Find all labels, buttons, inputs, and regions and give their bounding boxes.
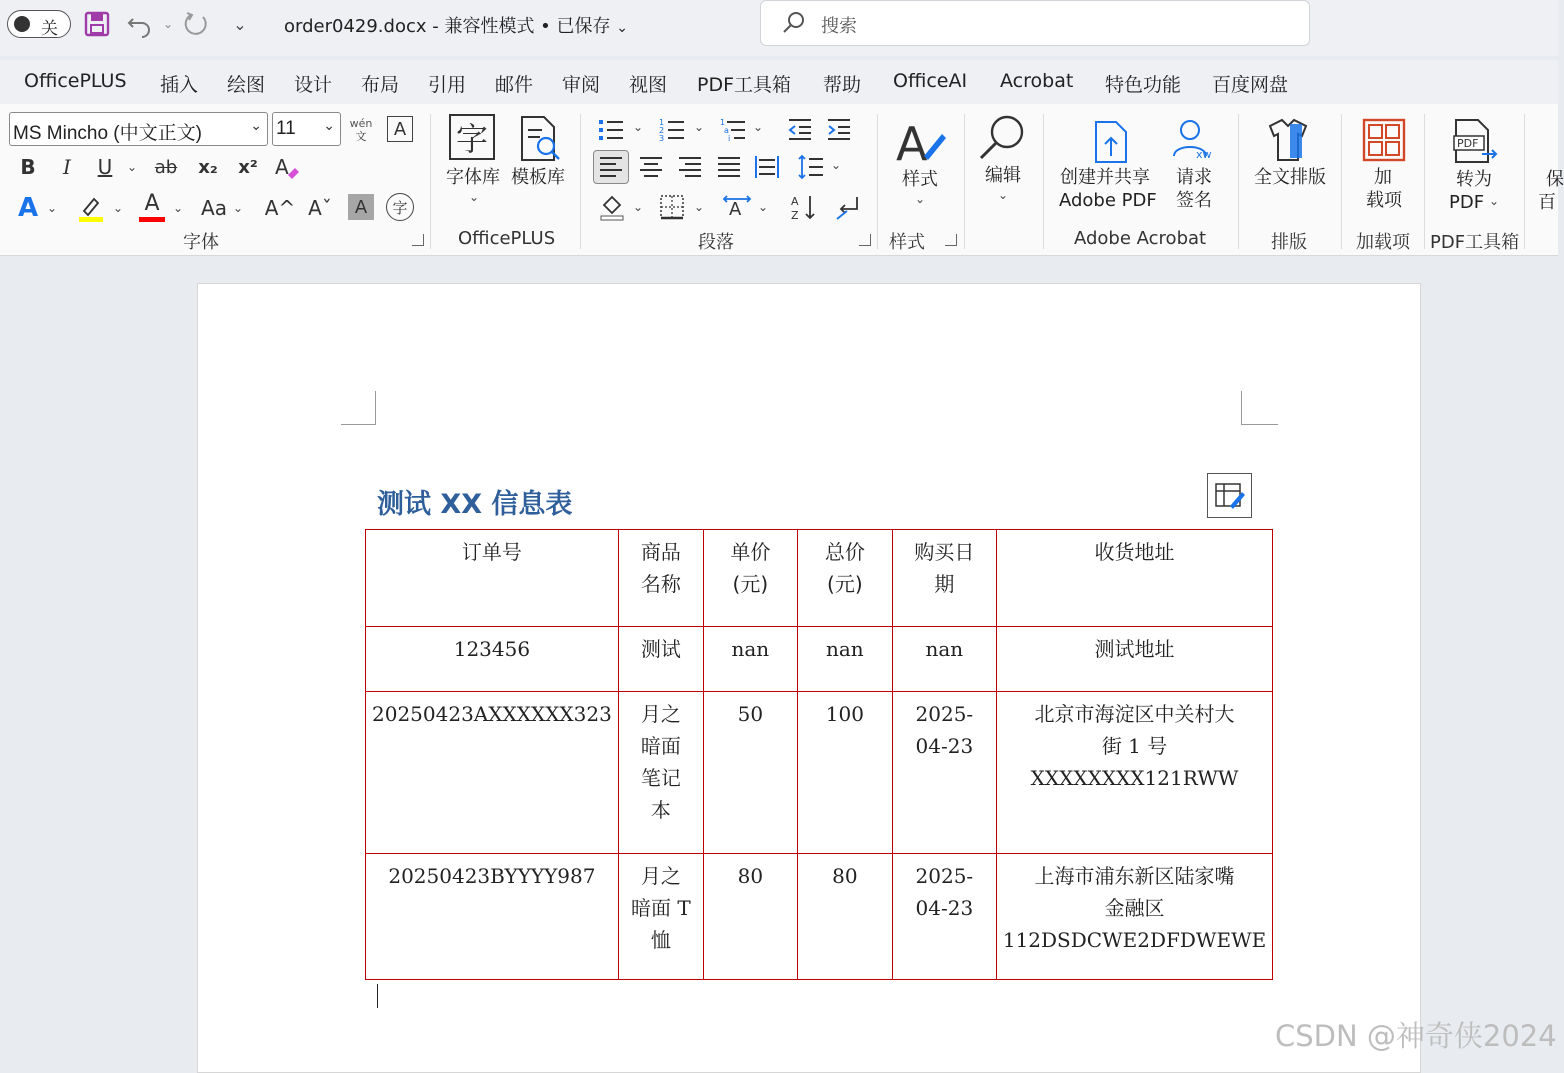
decrease-indent-icon[interactable] <box>786 116 814 142</box>
table-cell[interactable] <box>618 627 703 692</box>
create-pdf-icon[interactable] <box>1090 116 1134 166</box>
svg-text:i: i <box>728 134 731 143</box>
cell-text-line: 50 <box>737 702 764 726</box>
document-title <box>284 12 628 38</box>
font-size-value: 11 <box>276 118 296 139</box>
chevron-down-icon[interactable]: ⌄ <box>758 200 769 214</box>
phonetic-bottom: 文 <box>355 130 367 143</box>
order-table <box>365 529 1273 980</box>
tab-mailings[interactable]: 邮件 <box>495 74 534 96</box>
to-pdf-label-1[interactable]: 转为 <box>1456 169 1492 190</box>
font-dialog-launcher[interactable] <box>412 234 424 246</box>
addins-group-label: 加载项 <box>1356 232 1410 253</box>
bold-button[interactable]: B <box>20 155 36 179</box>
cell-text-line: 订单号 <box>461 540 522 564</box>
cell-text-line: 80 <box>737 864 764 888</box>
tab-references[interactable]: 引用 <box>428 74 467 96</box>
acrobat-group-label: Adobe Acrobat <box>1074 228 1207 249</box>
request-sign-label-1[interactable]: 请求 <box>1176 167 1212 188</box>
watermark: CSDN @神奇侠2024 <box>1275 1019 1557 1053</box>
table-cell[interactable] <box>703 854 797 980</box>
document-heading: 测试 XX 信息表 <box>377 489 573 520</box>
save-icon[interactable] <box>83 10 111 38</box>
tab-special-features[interactable]: 特色功能 <box>1105 74 1182 96</box>
table-cell[interactable] <box>996 627 1272 692</box>
tab-design[interactable]: 设计 <box>294 74 333 96</box>
text-effect-button[interactable]: A <box>17 193 39 223</box>
text-direction-icon[interactable] <box>721 192 753 222</box>
title-chevron-icon[interactable]: ⌄ <box>616 20 628 36</box>
cell-text-line: 金融区 <box>1104 896 1165 920</box>
enclose-char-button[interactable]: 字 <box>386 193 414 221</box>
italic-button[interactable]: I <box>63 155 71 179</box>
table-cell[interactable] <box>797 627 892 692</box>
cell-text-line: 测试 <box>640 637 681 661</box>
tab-review[interactable]: 审阅 <box>562 74 601 96</box>
group-separator <box>877 114 878 249</box>
cell-text-line: 商品 <box>640 540 681 564</box>
search-placeholder: 搜索 <box>821 16 857 37</box>
font-color-letter: A <box>144 190 160 216</box>
cell-text-line: 123456 <box>453 637 531 661</box>
svg-text:A: A <box>791 195 799 208</box>
header-cell-total-price[interactable] <box>797 530 892 627</box>
chevron-down-icon[interactable]: ⌄ <box>998 188 1009 202</box>
font-name-select[interactable] <box>9 112 268 146</box>
paragraph-group-label: 段落 <box>698 232 734 253</box>
table-cell[interactable] <box>703 692 797 854</box>
chevron-down-icon[interactable]: ⌄ <box>753 120 764 134</box>
svg-text:A: A <box>275 155 289 179</box>
cell-text-line: 上海市浦东新区陆家嘴 <box>1034 864 1235 888</box>
cell-text-line: 04-23 <box>915 734 974 758</box>
table-cell[interactable] <box>797 854 892 980</box>
header-cell-purchase-date[interactable] <box>892 530 996 627</box>
toggle-knob <box>14 16 30 32</box>
group-separator <box>1424 114 1425 249</box>
tab-officeplus[interactable]: OfficePLUS <box>24 70 127 92</box>
text-cursor <box>377 984 378 1008</box>
table-cell[interactable] <box>618 854 703 980</box>
styles-icon[interactable] <box>894 116 948 171</box>
chevron-down-icon[interactable]: ⌄ <box>633 120 644 134</box>
group-separator <box>1043 114 1044 249</box>
table-cell[interactable] <box>892 627 996 692</box>
cell-text-line: 购买日 <box>914 540 975 564</box>
cell-text-line: 总价 <box>824 540 865 564</box>
redo-icon[interactable] <box>182 10 210 38</box>
customize-toolbar-icon[interactable]: ⌄ <box>233 14 247 34</box>
chevron-down-icon[interactable]: ⌄ <box>113 201 124 215</box>
chevron-down-icon[interactable]: ⌄ <box>469 190 480 204</box>
addins-icon[interactable] <box>1362 118 1406 162</box>
styles-label[interactable]: 样式 <box>902 169 938 190</box>
cell-text-line: 街 1 号 <box>1101 734 1168 758</box>
svg-text:PDF: PDF <box>1457 137 1479 150</box>
addins-label-1[interactable]: 加 <box>1374 167 1392 188</box>
margin-corner-right <box>1241 391 1278 425</box>
distributed-icon[interactable] <box>753 152 781 182</box>
cell-text-line: nan <box>925 637 964 661</box>
font-library-icon[interactable]: 字 <box>449 114 495 160</box>
align-center-icon[interactable] <box>637 152 665 182</box>
addins-label-2[interactable]: 载项 <box>1366 190 1402 211</box>
chevron-down-icon[interactable]: ⌄ <box>127 160 138 174</box>
char-border-button[interactable]: A <box>387 116 413 142</box>
cell-text-line: 北京市海淀区中关村大 <box>1034 702 1235 726</box>
group-separator <box>580 114 581 249</box>
header-cell-shipping-address[interactable] <box>996 530 1272 627</box>
create-share-label-2[interactable]: Adobe PDF <box>1059 190 1157 211</box>
font-size-select[interactable] <box>272 112 341 146</box>
font-library-label[interactable]: 字体库 <box>446 167 500 188</box>
paragraph-dialog-launcher[interactable] <box>859 234 871 246</box>
borders-icon[interactable] <box>657 192 687 222</box>
increase-indent-icon[interactable] <box>825 116 853 142</box>
cell-text-line: 月之 <box>640 702 681 726</box>
autosave-label: 关 <box>41 19 58 39</box>
cell-text-line: 单价 <box>730 540 771 564</box>
font-color-bar <box>139 217 165 222</box>
change-case-button[interactable]: Aa <box>201 196 227 220</box>
full-layout-label[interactable]: 全文排版 <box>1254 167 1326 188</box>
undo-icon[interactable] <box>126 10 154 38</box>
convert-pdf-icon[interactable] <box>1452 116 1500 166</box>
table-move-handle-icon[interactable] <box>1207 473 1252 518</box>
group-separator <box>1238 114 1239 249</box>
tab-baidu-netdisk[interactable]: 百度网盘 <box>1212 74 1289 96</box>
highlight-icon[interactable] <box>74 192 108 224</box>
shrink-font-button[interactable]: Aˇ <box>308 196 332 220</box>
table-header-row <box>366 530 1273 627</box>
svg-text:1: 1 <box>659 118 665 127</box>
cell-text-line: 月之 <box>640 864 681 888</box>
tab-insert[interactable]: 插入 <box>160 74 199 96</box>
svg-text:a: a <box>724 126 729 135</box>
cell-text-line: nan <box>826 637 864 661</box>
bullets-icon[interactable] <box>596 116 626 142</box>
cell-text-line: XXXXXXXX121RWW <box>1030 766 1239 790</box>
table-cell[interactable] <box>618 692 703 854</box>
show-marks-icon[interactable] <box>832 192 862 222</box>
font-group-label: 字体 <box>183 232 219 253</box>
superscript-button[interactable]: x² <box>238 156 258 178</box>
autosave-toggle[interactable] <box>7 10 71 38</box>
cell-text-line: 测试地址 <box>1094 637 1175 661</box>
strikethrough-button[interactable]: ab <box>154 156 178 178</box>
chevron-down-icon[interactable]: ⌄ <box>633 200 644 214</box>
header-cell-product-name[interactable] <box>618 530 703 627</box>
table-cell[interactable] <box>996 854 1272 980</box>
table-cell[interactable] <box>703 627 797 692</box>
chevron-down-icon[interactable]: ⌄ <box>694 120 705 134</box>
group-separator <box>430 114 431 249</box>
request-signature-icon[interactable] <box>1170 116 1220 166</box>
create-share-label-1[interactable]: 创建并共享 <box>1060 167 1150 188</box>
tab-layout[interactable]: 布局 <box>361 74 400 96</box>
clear-format-icon[interactable] <box>272 152 302 182</box>
cell-text-line: 名称 <box>640 572 681 596</box>
justify-icon[interactable] <box>715 152 743 182</box>
document-title-text: order0429.docx - 兼容性模式 • 已保存 <box>284 16 611 37</box>
menu-bar <box>0 60 1558 104</box>
pdf-toolbox-group-label: PDF工具箱 <box>1430 232 1520 253</box>
chevron-down-icon: ⌄ <box>250 117 262 133</box>
font-color-button[interactable] <box>137 190 167 224</box>
subscript-button[interactable]: x₂ <box>198 156 218 178</box>
ribbon <box>0 104 1564 256</box>
template-library-label[interactable]: 模板库 <box>511 167 565 188</box>
tab-draw[interactable]: 绘图 <box>227 74 266 96</box>
grow-font-button[interactable]: A^ <box>264 196 296 220</box>
cell-text-line: 笔记 <box>640 766 681 790</box>
cell-text-line: 暗面 T <box>630 896 691 920</box>
svg-text:2: 2 <box>659 126 665 135</box>
full-layout-icon[interactable] <box>1264 116 1314 164</box>
cell-text-line: 2025- <box>915 702 974 726</box>
cell-text-line: 20250423AXXXXXX323 <box>372 702 612 726</box>
request-sign-label-2[interactable]: 签名 <box>1176 190 1212 211</box>
numbering-icon[interactable] <box>657 116 687 142</box>
chevron-down-icon[interactable]: ⌄ <box>173 201 184 215</box>
cutoff-label-1[interactable]: 保 <box>1546 169 1564 190</box>
phonetic-top: wén <box>349 117 373 130</box>
search-box[interactable] <box>760 0 1310 46</box>
table-row <box>366 692 1273 854</box>
underline-button[interactable]: U <box>97 155 113 179</box>
tab-pdf-toolbox[interactable]: PDF工具箱 <box>697 74 792 96</box>
header-cell-unit-price[interactable] <box>703 530 797 627</box>
svg-text:A: A <box>729 199 742 220</box>
cell-text-line: 收货地址 <box>1094 540 1175 564</box>
table-cell[interactable] <box>996 692 1272 854</box>
chevron-down-icon: ⌄ <box>323 117 335 133</box>
table-cell[interactable] <box>797 692 892 854</box>
table-row <box>366 854 1273 980</box>
phonetic-guide-button[interactable] <box>346 114 376 146</box>
officeplus-group-label: OfficePLUS <box>458 228 556 249</box>
svg-text:1: 1 <box>720 118 726 127</box>
align-right-icon[interactable] <box>676 152 704 182</box>
template-library-icon[interactable] <box>516 114 562 164</box>
margin-corner-left <box>341 391 376 425</box>
svg-text:Z: Z <box>791 209 799 222</box>
chevron-down-icon[interactable]: ⌄ <box>694 200 705 214</box>
chevron-down-icon[interactable]: ⌄ <box>831 158 842 172</box>
cell-text-line: 本 <box>650 798 671 822</box>
search-icon <box>781 10 807 40</box>
cell-text-line: 暗面 <box>640 734 681 758</box>
table-row <box>366 627 1273 692</box>
undo-dropdown-icon[interactable]: ⌄ <box>162 17 174 31</box>
svg-text:A: A <box>896 117 928 171</box>
tab-help[interactable]: 帮助 <box>823 74 862 96</box>
table-cell[interactable] <box>892 854 996 980</box>
tab-view[interactable]: 视图 <box>629 74 668 96</box>
chevron-down-icon[interactable]: ⌄ <box>1489 194 1500 208</box>
table-cell[interactable] <box>366 627 619 692</box>
tab-officeai[interactable]: OfficeAI <box>893 70 968 92</box>
cell-text-line: 期 <box>934 572 955 596</box>
tab-acrobat[interactable]: Acrobat <box>1000 70 1074 92</box>
cell-text-line: 80 <box>832 864 858 888</box>
font-name-value: MS Mincho (中文正文) <box>13 123 202 144</box>
layout-group-label: 排版 <box>1271 232 1307 253</box>
cell-text-line: 恤 <box>650 928 671 952</box>
svg-text:xw: xw <box>1196 148 1212 161</box>
find-icon[interactable] <box>977 112 1027 162</box>
table-cell[interactable] <box>366 854 619 980</box>
line-spacing-icon[interactable] <box>796 152 826 182</box>
styles-dialog-launcher[interactable] <box>945 234 957 246</box>
sort-icon[interactable] <box>789 192 819 222</box>
align-left-icon[interactable] <box>593 150 629 184</box>
group-separator <box>1341 114 1342 249</box>
char-shading-button[interactable]: A <box>348 194 374 220</box>
svg-text:3: 3 <box>659 134 665 143</box>
cell-text-line: (元) <box>827 572 863 596</box>
cell-text-line: (元) <box>732 572 769 596</box>
cell-text-line: 04-23 <box>915 896 974 920</box>
chevron-down-icon[interactable]: ⌄ <box>915 192 926 206</box>
table-cell[interactable] <box>366 692 619 854</box>
cell-text-line: 100 <box>825 702 864 726</box>
multilevel-list-icon[interactable] <box>718 116 748 142</box>
styles-group-label: 样式 <box>889 232 925 253</box>
header-cell-order-id[interactable] <box>366 530 619 627</box>
group-separator <box>964 114 965 249</box>
chevron-down-icon[interactable]: ⌄ <box>47 201 58 215</box>
chevron-down-icon[interactable]: ⌄ <box>233 201 244 215</box>
cell-text-line: 2025- <box>915 864 974 888</box>
edit-label[interactable]: 编辑 <box>985 165 1021 186</box>
cell-text-line: 112DSDCWE2DFDWEWE <box>1002 928 1267 952</box>
cutoff-label-2[interactable]: 百 <box>1538 192 1556 213</box>
to-pdf-label-2[interactable]: PDF <box>1449 192 1485 213</box>
cell-text-line: 20250423BYYYY987 <box>388 864 596 888</box>
shading-icon[interactable] <box>597 192 627 222</box>
cell-text-line: nan <box>731 637 770 661</box>
title-bar <box>0 0 1558 56</box>
table-cell[interactable] <box>892 692 996 854</box>
group-separator <box>1524 114 1525 249</box>
